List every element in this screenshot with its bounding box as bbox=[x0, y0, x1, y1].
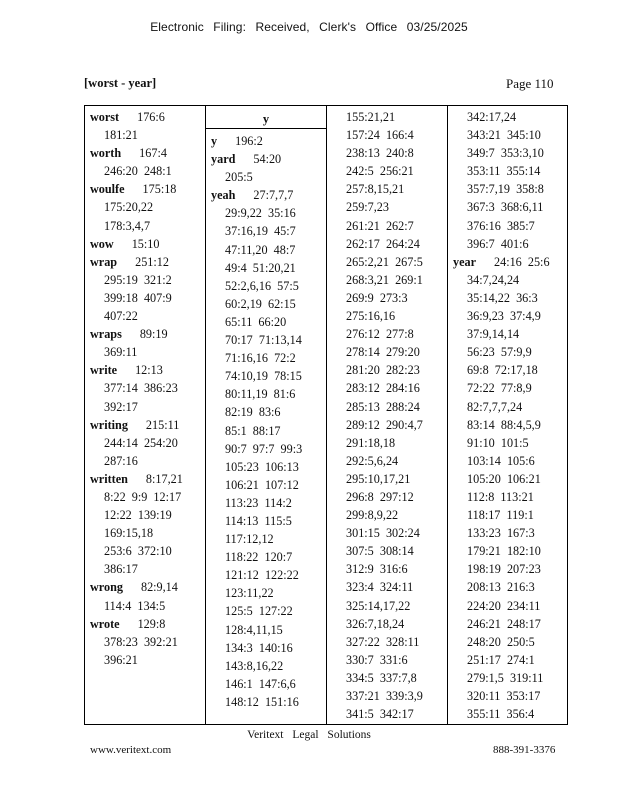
index-entry-continuation bbox=[211, 476, 324, 494]
page-line-refs: 262:17 264:24 bbox=[346, 236, 420, 251]
page-line-refs: 407:22 bbox=[104, 309, 138, 324]
page-line-refs: 312:9 316:6 bbox=[346, 562, 408, 577]
index-column-1-lines bbox=[90, 108, 203, 669]
index-entry-continuation bbox=[211, 494, 324, 512]
page-line-refs: 80:11,19 81:6 bbox=[225, 387, 296, 402]
index-column-2-lines bbox=[211, 132, 324, 711]
page-line-refs: 377:14 386:23 bbox=[104, 381, 178, 396]
page-line-refs: 326:7,18,24 bbox=[346, 616, 405, 631]
word-index-table bbox=[84, 105, 568, 725]
page-line-refs: 103:14 105:6 bbox=[467, 453, 535, 468]
page-line-refs: 121:12 122:22 bbox=[225, 568, 299, 583]
index-entry-continuation bbox=[332, 416, 445, 434]
index-entry-continuation bbox=[211, 621, 324, 639]
page-line-refs: 83:14 88:4,5,9 bbox=[467, 417, 541, 432]
index-entry bbox=[90, 144, 203, 162]
index-entry-continuation bbox=[211, 295, 324, 313]
index-term: year bbox=[453, 254, 477, 269]
index-entry bbox=[90, 180, 203, 198]
index-entry-continuation bbox=[332, 615, 445, 633]
index-entry-continuation bbox=[332, 307, 445, 325]
page-line-refs: 106:21 107:12 bbox=[225, 477, 299, 492]
page-line-refs: 320:11 353:17 bbox=[467, 689, 541, 703]
page-line-refs: 91:10 101:5 bbox=[467, 435, 529, 450]
index-term: wrong bbox=[90, 580, 123, 595]
index-entry-continuation bbox=[453, 289, 567, 307]
page-line-refs: 257:8,15,21 bbox=[346, 182, 405, 197]
index-entry-continuation bbox=[453, 687, 567, 705]
index-term: yeah bbox=[211, 188, 236, 203]
index-entry-continuation bbox=[453, 361, 567, 379]
page-line-refs: 268:3,21 269:1 bbox=[346, 272, 423, 287]
page-line-refs: 49:4 51:20,21 bbox=[225, 260, 296, 275]
page-line-refs: 295:19 321:2 bbox=[104, 272, 172, 287]
index-entry bbox=[90, 253, 203, 271]
page-line-refs: 12:13 bbox=[135, 363, 163, 378]
page-line-refs: 74:10,19 78:15 bbox=[225, 369, 302, 384]
index-entry-continuation bbox=[90, 126, 203, 144]
index-entry-continuation bbox=[211, 403, 324, 421]
page-line-refs: 56:23 57:9,9 bbox=[467, 345, 532, 360]
index-entry-continuation bbox=[90, 452, 203, 470]
page-line-refs: 246:21 248:17 bbox=[467, 616, 541, 631]
index-entry-continuation bbox=[453, 434, 567, 452]
index-entry-continuation bbox=[332, 434, 445, 452]
index-entry-continuation bbox=[453, 343, 567, 361]
page-line-refs: 301:15 302:24 bbox=[346, 526, 420, 541]
page-line-refs: 54:20 bbox=[253, 152, 282, 167]
page-line-refs: 285:13 288:24 bbox=[346, 399, 420, 414]
index-entry-continuation bbox=[332, 470, 445, 488]
page-line-refs: 279:1,5 319:11 bbox=[467, 670, 544, 685]
page-line-refs: 342:17,24 bbox=[467, 110, 517, 124]
page-line-refs: 27:7,7,7 bbox=[253, 188, 294, 203]
index-column-4-lines bbox=[453, 108, 567, 723]
index-entry-continuation bbox=[211, 548, 324, 566]
page-line-refs: 369:11 bbox=[104, 345, 138, 360]
index-entry-continuation bbox=[90, 633, 203, 651]
index-entry-continuation bbox=[90, 560, 203, 578]
page-line-refs: 71:16,16 72:2 bbox=[225, 351, 296, 366]
index-column-3-lines bbox=[332, 108, 445, 723]
index-entry-continuation bbox=[211, 259, 324, 277]
index-entry-continuation bbox=[90, 506, 203, 524]
page-line-refs: 69:8 72:17,18 bbox=[467, 363, 538, 378]
page-line-refs: 8:22 9:9 12:17 bbox=[104, 489, 182, 504]
page-line-refs: 47:11,20 48:7 bbox=[225, 242, 296, 257]
page-line-refs: 179:21 182:10 bbox=[467, 544, 541, 559]
index-entry-continuation bbox=[90, 271, 203, 289]
index-entry-continuation bbox=[332, 361, 445, 379]
page-line-refs: 65:11 66:20 bbox=[225, 314, 287, 329]
page-line-refs: 392:17 bbox=[104, 399, 138, 414]
page-line-refs: 155:21,21 bbox=[346, 110, 396, 124]
index-entry-continuation bbox=[453, 398, 567, 416]
index-entry bbox=[90, 615, 203, 633]
index-entry-continuation bbox=[211, 331, 324, 349]
page-line-refs: 276:12 277:8 bbox=[346, 327, 414, 342]
index-term: wrap bbox=[90, 254, 118, 269]
index-term: written bbox=[90, 471, 128, 486]
index-entry-continuation bbox=[332, 687, 445, 705]
page-line-refs: 242:5 256:21 bbox=[346, 164, 414, 179]
page-line-refs: 287:16 bbox=[104, 453, 138, 468]
page-line-refs: 259:7,23 bbox=[346, 200, 389, 215]
page-line-refs: 82:9,14 bbox=[140, 580, 178, 595]
index-entry-continuation bbox=[332, 524, 445, 542]
index-range-label: [worst - year] bbox=[84, 76, 157, 90]
page-line-refs: 89:19 bbox=[139, 327, 168, 342]
page-line-refs: 248:20 250:5 bbox=[467, 634, 535, 649]
index-entry-continuation bbox=[453, 542, 567, 560]
index-entry-continuation bbox=[90, 162, 203, 180]
index-entry-continuation bbox=[332, 108, 445, 126]
index-entry bbox=[90, 325, 203, 343]
index-entry-continuation bbox=[90, 343, 203, 361]
page-line-refs: 275:16,16 bbox=[346, 309, 396, 324]
index-entry-continuation bbox=[332, 560, 445, 578]
index-column-2 bbox=[206, 106, 327, 724]
page-line-refs: 24:16 25:6 bbox=[494, 254, 550, 269]
index-entry bbox=[90, 470, 203, 488]
index-entry-continuation bbox=[332, 289, 445, 307]
index-term: wrote bbox=[90, 616, 120, 631]
page-line-refs: 176:6 bbox=[137, 110, 165, 124]
page-line-refs: 36:9,23 37:4,9 bbox=[467, 309, 541, 324]
index-term: writing bbox=[90, 417, 128, 432]
page-line-refs: 265:2,21 267:5 bbox=[346, 254, 423, 269]
index-entry-continuation bbox=[453, 379, 567, 397]
index-entry-continuation bbox=[453, 416, 567, 434]
index-entry-continuation bbox=[332, 144, 445, 162]
page-line-refs: 198:19 207:23 bbox=[467, 562, 541, 577]
index-entry bbox=[211, 186, 324, 204]
page-line-refs: 167:4 bbox=[139, 146, 167, 161]
index-entry-continuation bbox=[211, 512, 324, 530]
page-number: Page 110 bbox=[506, 76, 554, 91]
index-entry-continuation bbox=[453, 307, 567, 325]
page-line-refs: 251:17 274:1 bbox=[467, 652, 535, 667]
index-entry-continuation bbox=[90, 398, 203, 416]
page-line-refs: 281:20 282:23 bbox=[346, 363, 420, 378]
index-entry-continuation bbox=[332, 379, 445, 397]
index-entry bbox=[453, 253, 567, 271]
page-line-refs: 396:7 401:6 bbox=[467, 236, 529, 251]
page-line-refs: 37:9,14,14 bbox=[467, 327, 520, 342]
page-line-refs: 175:18 bbox=[142, 182, 177, 197]
index-term: wraps bbox=[90, 327, 122, 342]
page-line-refs: 291:18,18 bbox=[346, 435, 396, 450]
page-line-refs: 205:5 bbox=[225, 170, 253, 185]
index-entry-continuation bbox=[211, 422, 324, 440]
index-entry-continuation bbox=[332, 162, 445, 180]
page-line-refs: 224:20 234:11 bbox=[467, 598, 541, 613]
index-entry-continuation bbox=[332, 669, 445, 687]
index-entry-continuation bbox=[332, 198, 445, 216]
page-line-refs: 60:2,19 62:15 bbox=[225, 296, 296, 311]
page-line-refs: 299:8,9,22 bbox=[346, 508, 399, 523]
index-entry-continuation bbox=[90, 307, 203, 325]
index-entry-continuation bbox=[453, 651, 567, 669]
index-entry bbox=[211, 132, 324, 150]
index-entry-continuation bbox=[332, 398, 445, 416]
page-line-refs: 278:14 279:20 bbox=[346, 345, 420, 360]
page-line-refs: 114:4 134:5 bbox=[104, 598, 166, 613]
index-entry-continuation bbox=[211, 204, 324, 222]
page-line-refs: 208:13 216:3 bbox=[467, 580, 535, 595]
page-line-refs: 376:16 385:7 bbox=[467, 218, 535, 233]
page-line-refs: 175:20,22 bbox=[104, 200, 154, 215]
index-entry-continuation bbox=[90, 542, 203, 560]
index-entry-continuation bbox=[332, 126, 445, 144]
index-entry-continuation bbox=[211, 313, 324, 331]
page-line-refs: 129:8 bbox=[137, 616, 166, 631]
page-line-refs: 118:17 119:1 bbox=[467, 508, 534, 523]
index-entry-continuation bbox=[453, 235, 567, 253]
page-line-refs: 196:2 bbox=[235, 134, 263, 148]
page-line-refs: 289:12 290:4,7 bbox=[346, 417, 423, 432]
page-line-refs: 157:24 166:4 bbox=[346, 128, 414, 143]
page-line-refs: 125:5 127:22 bbox=[225, 604, 293, 619]
index-entry-continuation bbox=[332, 180, 445, 198]
index-entry-continuation bbox=[332, 325, 445, 343]
page-line-refs: 72:22 77:8,9 bbox=[467, 381, 532, 396]
index-entry-continuation bbox=[453, 705, 567, 723]
index-entry-continuation bbox=[90, 198, 203, 216]
page-line-refs: 112:8 113:21 bbox=[467, 489, 534, 504]
index-entry-continuation bbox=[211, 458, 324, 476]
page-line-refs: 37:16,19 45:7 bbox=[225, 224, 296, 239]
index-entry-continuation bbox=[453, 488, 567, 506]
page-line-refs: 114:13 115:5 bbox=[225, 513, 292, 528]
index-entry-continuation bbox=[211, 675, 324, 693]
index-entry-continuation bbox=[453, 198, 567, 216]
page-line-refs: 341:5 342:17 bbox=[346, 707, 414, 722]
index-entry-continuation bbox=[453, 271, 567, 289]
index-entry-continuation bbox=[90, 597, 203, 615]
index-entry-continuation bbox=[211, 241, 324, 259]
page-line-refs: 34:7,24,24 bbox=[467, 272, 520, 287]
index-entry-continuation bbox=[211, 584, 324, 602]
page-line-refs: 52:2,6,16 57:5 bbox=[225, 278, 299, 293]
index-entry-continuation bbox=[211, 440, 324, 458]
index-entry-continuation bbox=[332, 488, 445, 506]
page-line-refs: 178:3,4,7 bbox=[104, 218, 151, 233]
page-line-refs: 146:1 147:6,6 bbox=[225, 676, 296, 691]
index-entry-continuation bbox=[453, 470, 567, 488]
page-line-refs: 70:17 71:13,14 bbox=[225, 333, 302, 348]
index-entry-continuation bbox=[332, 271, 445, 289]
page-line-refs: 12:22 139:19 bbox=[104, 508, 172, 523]
index-term: woulfe bbox=[90, 182, 125, 197]
index-entry-continuation bbox=[332, 343, 445, 361]
index-entry-continuation bbox=[90, 379, 203, 397]
index-entry bbox=[211, 150, 324, 168]
index-entry-continuation bbox=[453, 180, 567, 198]
page-line-refs: 295:10,17,21 bbox=[346, 471, 411, 486]
page-line-refs: 148:12 151:16 bbox=[225, 694, 299, 709]
index-term: wow bbox=[90, 236, 114, 251]
page-line-refs: 123:11,22 bbox=[225, 586, 274, 601]
index-entry bbox=[90, 578, 203, 596]
index-entry-continuation bbox=[211, 602, 324, 620]
page-line-refs: 85:1 88:17 bbox=[225, 423, 281, 438]
index-column-1 bbox=[85, 106, 206, 724]
index-entry-continuation bbox=[453, 162, 567, 180]
index-entry-continuation bbox=[453, 669, 567, 687]
page-line-refs: 29:9,22 35:16 bbox=[225, 206, 296, 221]
page-line-refs: 367:3 368:6,11 bbox=[467, 200, 544, 215]
page-line-refs: 105:23 106:13 bbox=[225, 459, 299, 474]
index-entry-continuation bbox=[211, 693, 324, 711]
page-line-refs: 261:21 262:7 bbox=[346, 218, 414, 233]
page-line-refs: 337:21 339:3,9 bbox=[346, 689, 423, 703]
index-entry-continuation bbox=[211, 367, 324, 385]
index-entry-continuation bbox=[90, 488, 203, 506]
index-entry-continuation bbox=[332, 578, 445, 596]
index-entry-continuation bbox=[211, 168, 324, 186]
page-line-refs: 82:19 83:6 bbox=[225, 405, 281, 420]
page-line-refs: 117:12,12 bbox=[225, 532, 274, 547]
index-entry-continuation bbox=[453, 217, 567, 235]
page-line-refs: 238:13 240:8 bbox=[346, 146, 414, 161]
index-entry-continuation bbox=[211, 349, 324, 367]
page-line-refs: 323:4 324:11 bbox=[346, 580, 414, 595]
page-line-refs: 251:12 bbox=[135, 254, 169, 269]
index-entry-continuation bbox=[211, 277, 324, 295]
page-line-refs: 343:21 345:10 bbox=[467, 128, 541, 143]
footer-phone: 888-391-3376 bbox=[493, 744, 556, 756]
filing-stamp: Electronic Filing: Received, Clerk's Office 03/25/2025 bbox=[150, 20, 468, 34]
page-line-refs: 327:22 328:11 bbox=[346, 634, 420, 649]
index-entry-continuation bbox=[453, 524, 567, 542]
index-term: write bbox=[90, 363, 118, 378]
index-entry-continuation bbox=[453, 578, 567, 596]
index-entry-continuation bbox=[332, 542, 445, 560]
index-entry-continuation bbox=[453, 144, 567, 162]
index-term: worth bbox=[90, 146, 122, 161]
index-entry-continuation bbox=[453, 126, 567, 144]
page-line-refs: 118:22 120:7 bbox=[225, 550, 293, 565]
index-entry-continuation bbox=[453, 452, 567, 470]
page-line-refs: 357:7,19 358:8 bbox=[467, 182, 544, 197]
page-line-refs: 349:7 353:3,10 bbox=[467, 146, 544, 161]
index-entry-continuation bbox=[453, 615, 567, 633]
index-entry-continuation bbox=[211, 566, 324, 584]
page-line-refs: 113:23 114:2 bbox=[225, 495, 292, 510]
index-entry-continuation bbox=[453, 325, 567, 343]
page-line-refs: 253:6 372:10 bbox=[104, 544, 172, 559]
index-entry-continuation bbox=[211, 657, 324, 675]
index-entry-continuation bbox=[90, 289, 203, 307]
index-entry-continuation bbox=[332, 253, 445, 271]
page-line-refs: 8:17,21 bbox=[145, 471, 183, 486]
page-line-refs: 105:20 106:21 bbox=[467, 471, 541, 486]
index-entry-continuation bbox=[332, 651, 445, 669]
index-entry bbox=[90, 108, 203, 126]
page-line-refs: 181:21 bbox=[104, 128, 138, 143]
page-line-refs: 399:18 407:9 bbox=[104, 290, 172, 305]
index-entry-continuation bbox=[453, 633, 567, 651]
page-line-refs: 334:5 337:7,8 bbox=[346, 670, 417, 685]
index-entry-continuation bbox=[332, 705, 445, 723]
page-line-refs: 90:7 97:7 99:3 bbox=[225, 441, 303, 456]
page-line-refs: 15:10 bbox=[131, 236, 160, 251]
page-line-refs: 134:3 140:16 bbox=[225, 640, 293, 655]
index-column-3 bbox=[327, 106, 448, 724]
index-column-4 bbox=[448, 106, 569, 724]
page-line-refs: 169:15,18 bbox=[104, 526, 154, 541]
page-line-refs: 244:14 254:20 bbox=[104, 435, 178, 450]
index-entry-continuation bbox=[211, 222, 324, 240]
index-term: worst bbox=[90, 110, 120, 124]
index-entry-continuation bbox=[453, 506, 567, 524]
index-entry-continuation bbox=[332, 452, 445, 470]
index-entry-continuation bbox=[332, 597, 445, 615]
index-entry-continuation bbox=[453, 560, 567, 578]
page-line-refs: 330:7 331:6 bbox=[346, 652, 408, 667]
index-entry-continuation bbox=[90, 217, 203, 235]
index-entry-continuation bbox=[332, 633, 445, 651]
page-line-refs: 296:8 297:12 bbox=[346, 489, 414, 504]
index-entry bbox=[90, 235, 203, 253]
page-line-refs: 128:4,11,15 bbox=[225, 622, 283, 637]
page-line-refs: 133:23 167:3 bbox=[467, 526, 535, 541]
index-entry bbox=[90, 361, 203, 379]
page-line-refs: 386:17 bbox=[104, 562, 138, 577]
footer-website: www.veritext.com bbox=[90, 744, 172, 756]
page-line-refs: 215:11 bbox=[145, 417, 180, 432]
footer-company: Veritext Legal Solutions bbox=[247, 729, 371, 741]
page-line-refs: 353:11 355:14 bbox=[467, 164, 541, 179]
page-line-refs: 246:20 248:1 bbox=[104, 164, 172, 179]
index-entry-continuation bbox=[332, 217, 445, 235]
page-line-refs: 269:9 273:3 bbox=[346, 290, 408, 305]
index-entry-continuation bbox=[332, 235, 445, 253]
index-entry-continuation bbox=[211, 530, 324, 548]
page-line-refs: 325:14,17,22 bbox=[346, 598, 411, 613]
page-line-refs: 307:5 308:14 bbox=[346, 544, 414, 559]
index-entry-continuation bbox=[211, 385, 324, 403]
index-entry-continuation bbox=[332, 506, 445, 524]
index-entry-continuation bbox=[453, 108, 567, 126]
page-line-refs: 355:11 356:4 bbox=[467, 707, 535, 722]
index-entry-continuation bbox=[90, 434, 203, 452]
index-entry-continuation bbox=[90, 524, 203, 542]
index-entry-continuation bbox=[90, 651, 203, 669]
letter-section-heading: y bbox=[206, 110, 326, 129]
page-line-refs: 35:14,22 36:3 bbox=[467, 290, 538, 305]
index-entry-continuation bbox=[453, 597, 567, 615]
page-line-refs: 292:5,6,24 bbox=[346, 453, 399, 468]
index-entry bbox=[90, 416, 203, 434]
index-term: yard bbox=[211, 152, 236, 167]
page-line-refs: 283:12 284:16 bbox=[346, 381, 420, 396]
index-term: y bbox=[211, 134, 218, 148]
page-line-refs: 143:8,16,22 bbox=[225, 658, 284, 673]
page-line-refs: 396:21 bbox=[104, 652, 138, 667]
page-line-refs: 82:7,7,7,24 bbox=[467, 399, 523, 414]
page-line-refs: 378:23 392:21 bbox=[104, 634, 178, 649]
index-entry-continuation bbox=[211, 639, 324, 657]
